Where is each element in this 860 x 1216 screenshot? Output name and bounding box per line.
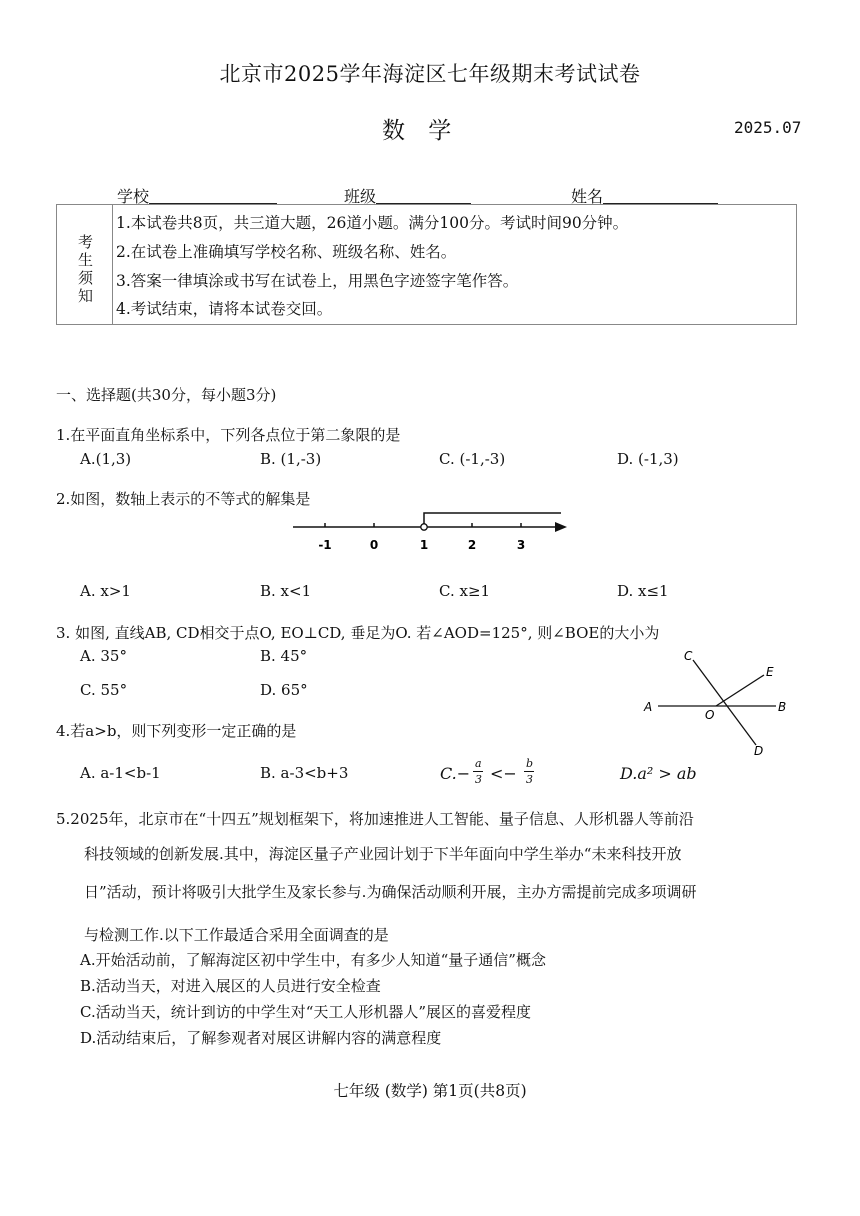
- subject-title: 数 学: [382, 118, 460, 144]
- q4-stem: 4.若a>b，则下列变形一定正确的是: [56, 722, 297, 740]
- q1-option-a[interactable]: A.(1,3): [80, 450, 132, 468]
- q2-option-b[interactable]: B. x<1: [260, 582, 312, 600]
- point-label: D: [754, 744, 764, 758]
- q4-option-a[interactable]: A. a-1<b-1: [80, 764, 161, 782]
- tick-label: 1: [419, 538, 429, 552]
- exam-title: 北京市2025学年海淀区七年级期末考试试卷: [219, 62, 641, 86]
- intersecting-lines-figure: [636, 645, 796, 760]
- notice-line: 1.本试卷共8页，共三道大题，26道小题。满分100分。考试时间90分钟。: [116, 214, 629, 232]
- notice-label-char: 生: [78, 251, 94, 269]
- class-label: 班级: [344, 187, 377, 206]
- page-footer: 七年级 (数学) 第1页(共8页): [333, 1082, 527, 1100]
- notice-label-char: 须: [78, 269, 94, 287]
- tick-label: 0: [369, 538, 379, 552]
- q2-option-d[interactable]: D. x≤1: [617, 582, 669, 600]
- notice-line: 2.在试卷上准确填写学校名称、班级名称、姓名。: [116, 243, 457, 261]
- section-heading: 一、选择题(共30分，每小题3分): [56, 386, 277, 404]
- arrow-right-icon: [555, 522, 567, 532]
- notice-label-char: 考: [78, 233, 94, 251]
- q3-option-a[interactable]: A. 35°: [80, 647, 127, 665]
- q4-c-numerator-a: a: [475, 757, 482, 770]
- q4-c-mid: <−: [490, 764, 517, 783]
- open-circle-icon: [421, 524, 427, 530]
- point-label: C: [684, 649, 693, 663]
- q5-option-b[interactable]: B.活动当天，对进入展区的人员进行安全检查: [80, 977, 381, 995]
- notice-line: 3.答案一律填涂或书写在试卷上，用黑色字迹签字笔作答。: [116, 272, 519, 290]
- q4-c-denominator: 3: [475, 773, 482, 786]
- q5-stem-line: 5.2025年，北京市在“十四五”规划框架下，将加速推进人工智能、量子信息、人形机器人等前沿: [56, 810, 694, 828]
- notice-box: [56, 204, 797, 325]
- notice-label-char: 知: [78, 287, 94, 305]
- solution-ray: [424, 513, 561, 524]
- school-label: 学校: [117, 187, 150, 206]
- q2-option-a[interactable]: A. x>1: [80, 582, 131, 600]
- school-blank[interactable]: [149, 187, 277, 204]
- q4-option-d[interactable]: D.a² > ab: [620, 764, 697, 783]
- q2-stem: 2.如图，数轴上表示的不等式的解集是: [56, 490, 311, 508]
- point-label: O: [705, 708, 715, 722]
- q2-option-c[interactable]: C. x≥1: [439, 582, 491, 600]
- q5-stem-line: 日”活动，预计将吸引大批学生及家长参与.为确保活动顺利开展，主办方需提前完成多项调研: [84, 883, 697, 901]
- q3-option-d[interactable]: D. 65°: [260, 681, 308, 699]
- tick-label: 2: [467, 538, 477, 552]
- q3-option-c[interactable]: C. 55°: [80, 681, 128, 699]
- q5-option-d[interactable]: D.活动结束后，了解参观者对展区讲解内容的满意程度: [80, 1029, 442, 1047]
- q4-option-b[interactable]: B. a-3<b+3: [260, 764, 349, 782]
- tick-label: -1: [318, 538, 332, 552]
- q4-c-denominator: 3: [526, 773, 533, 786]
- q3-stem: 3. 如图, 直线AB, CD相交于点O, EO⊥CD, 垂足为O. 若∠AOD=125°, 则∠BOE的大小为: [56, 624, 660, 642]
- exam-date: 2025.07: [734, 118, 802, 137]
- q1-option-d[interactable]: D. (-1,3): [617, 450, 679, 468]
- point-label: A: [644, 700, 653, 714]
- q5-stem-line: 与检测工作.以下工作最适合采用全面调查的是: [84, 926, 389, 944]
- q4-c-prefix: C.−: [440, 764, 471, 783]
- number-line-figure: [285, 505, 575, 555]
- q5-option-c[interactable]: C.活动当天，统计到访的中学生对“天工人形机器人”展区的喜爱程度: [80, 1003, 532, 1021]
- q1-stem: 1.在平面直角坐标系中，下列各点位于第二象限的是: [56, 426, 401, 444]
- notice-line: 4.考试结束，请将本试卷交回。: [116, 300, 333, 318]
- q3-option-b[interactable]: B. 45°: [260, 647, 308, 665]
- point-label: E: [766, 665, 774, 679]
- fraction-bar: [524, 771, 534, 772]
- tick-label: 3: [516, 538, 526, 552]
- q4-c-numerator-b: b: [526, 757, 534, 770]
- q5-stem-line: 科技领域的创新发展.其中，海淀区量子产业园计划于下半年面向中学生举办“未来科技开放: [84, 845, 682, 863]
- notice-label: [57, 205, 113, 324]
- q1-option-c[interactable]: C. (-1,-3): [439, 450, 506, 468]
- name-label: 姓名: [571, 187, 604, 206]
- point-label: B: [778, 700, 787, 714]
- q1-option-b[interactable]: B. (1,-3): [260, 450, 322, 468]
- q5-option-a[interactable]: A.开始活动前，了解海淀区初中学生中，有多少人知道“量子通信”概念: [80, 951, 546, 969]
- fraction-bar: [473, 771, 483, 772]
- line-cd: [693, 660, 756, 745]
- name-blank[interactable]: [603, 187, 718, 204]
- ray-oe: [716, 675, 764, 706]
- class-blank[interactable]: [376, 187, 471, 204]
